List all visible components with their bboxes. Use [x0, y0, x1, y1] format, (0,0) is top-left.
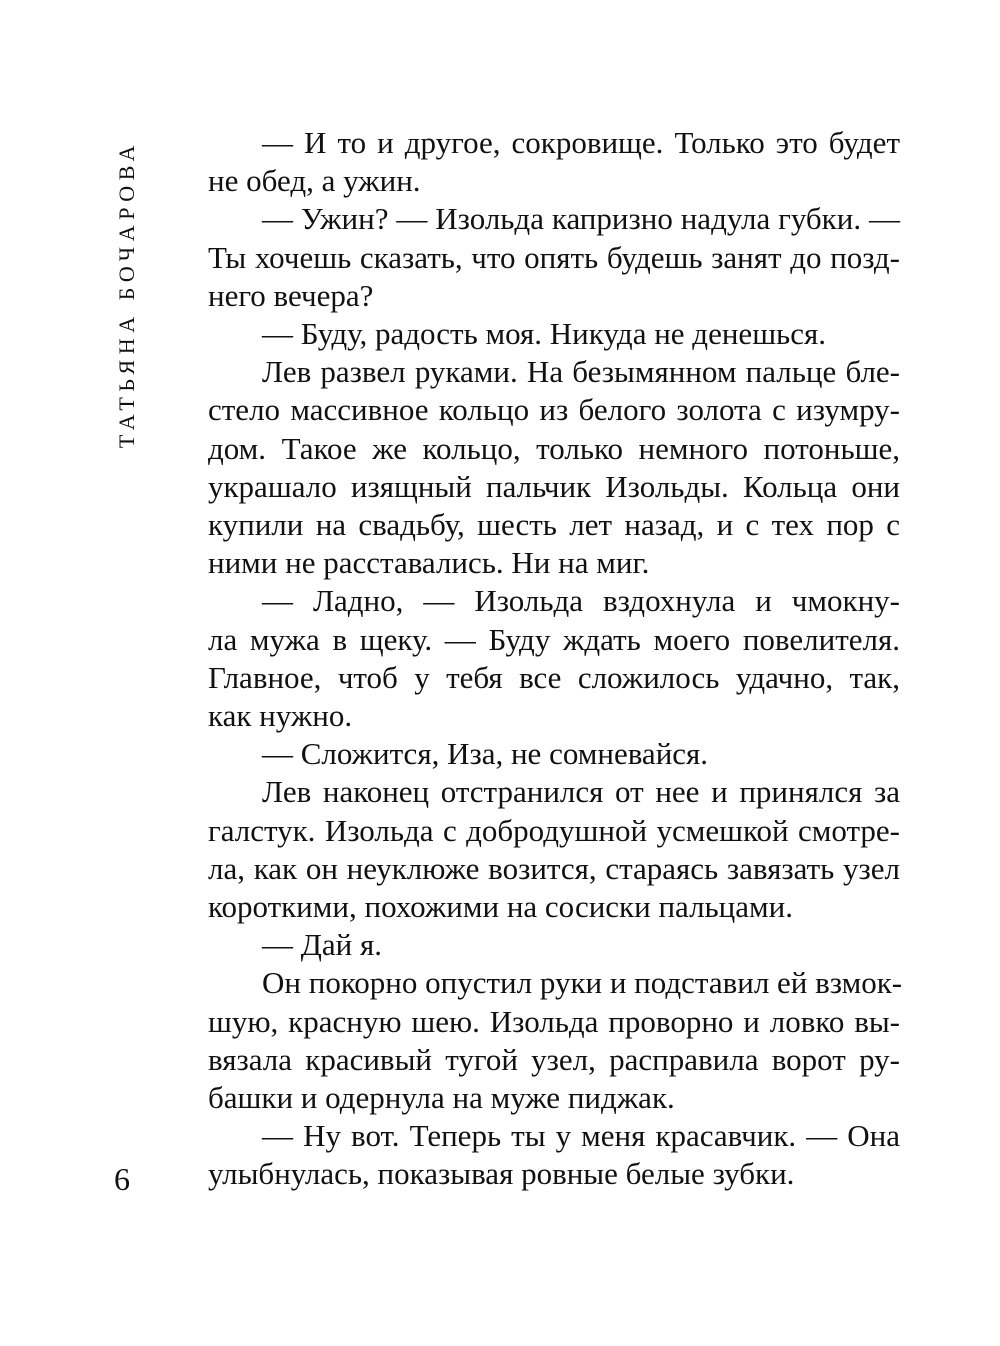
text-line: украшало изящный пальчик Изольды. Кольца они — [208, 468, 900, 504]
text-line: Лев развел руками. На безымянном пальце бле- — [262, 354, 900, 390]
text-line: — Дай я. — [262, 927, 383, 963]
text-line: — Сложится, Иза, не сомневайся. — [262, 736, 709, 772]
text-line: Он покорно опустил руки и подставил ей взмок- — [262, 965, 903, 1001]
text-line: Главное, чтоб у тебя все сложилось удачно, так, — [208, 659, 900, 695]
text-line: — Ну вот. Теперь ты у меня красавчик. — Она — [262, 1118, 900, 1154]
text-line: как нужно. — [208, 698, 353, 734]
text-line: не обед, а ужин. — [208, 163, 421, 199]
text-line: вязала красивый тугой узел, расправила ворот ру- — [208, 1041, 900, 1077]
body-text — [208, 124, 903, 1194]
text-line: него вечера? — [208, 277, 374, 313]
text-line: ними не расставались. Ни на миг. — [208, 545, 650, 581]
text-line: ла мужа в щеку. — Буду ждать моего повелителя. — [208, 621, 900, 657]
text-line: — Ладно, — Изольда вздохнула и чмокну- — [262, 583, 900, 619]
text-line: ла, как он неуклюже возится, стараясь завязать узел — [208, 850, 900, 886]
text-line: Ты хочешь сказать, что опять будешь занят до позд- — [208, 239, 900, 275]
text-line: короткими, похожими на сосиски пальцами. — [208, 889, 793, 925]
author-name: ТАТЬЯНА БОЧАРОВА — [114, 139, 140, 448]
text-line: — Ужин? — Изольда капризно надула губки. — — [262, 201, 900, 237]
text-line: — И то и другое, сокровище. Только это будет — [262, 125, 900, 160]
text-line: дом. Такое же кольцо, только немного потоньше, — [208, 430, 900, 466]
page-number: 6 — [114, 1161, 130, 1197]
text-line: улыбнулась, показывая ровные белые зубки. — [208, 1156, 795, 1192]
text-line: купили на свадьбу, шесть лет назад, и с тех пор с — [208, 507, 900, 543]
running-head — [112, 126, 142, 461]
text-line: галстук. Изольда с добродушной усмешкой смотре- — [208, 812, 900, 848]
text-line: стело массивное кольцо из белого золота с изумру- — [208, 392, 900, 428]
text-line: — Буду, радость моя. Никуда не денешься. — [262, 316, 826, 352]
text-line: шую, красную шею. Изольда проворно и ловко вы- — [208, 1003, 900, 1039]
text-line: башки и одернула на муже пиджак. — [208, 1080, 675, 1116]
text-line: Лев наконец отстранился от нее и принялся за — [262, 774, 900, 810]
